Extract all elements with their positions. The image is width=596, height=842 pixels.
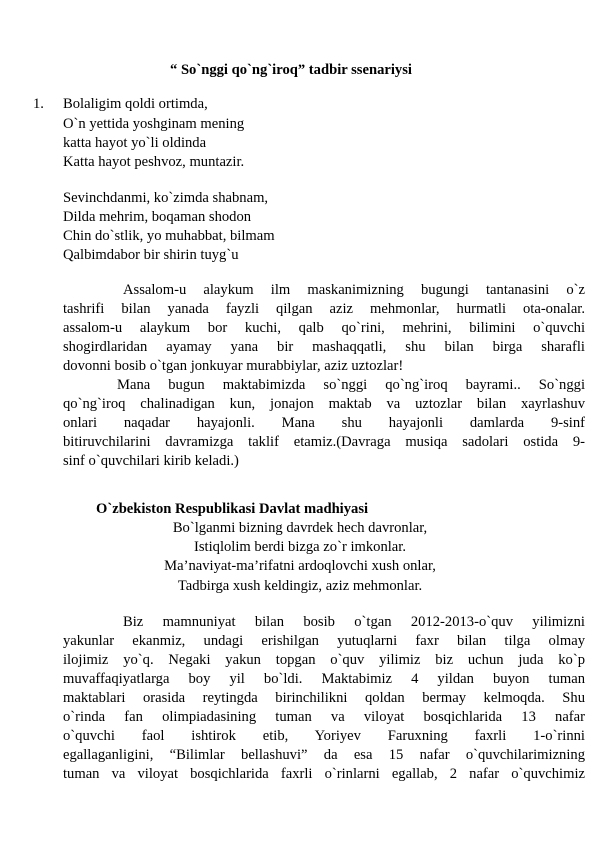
paragraph-line: assalom-u alaykum bor kuchi, qalb qo`rini, mehrini, bilimini o`quvchi bbox=[63, 320, 585, 336]
list-marker: 1. bbox=[33, 96, 44, 112]
paragraph-line: Biz mamnuniyat bilan bosib o`tgan 2012-2013-o`quv yilimizni bbox=[123, 614, 585, 630]
document-title: “ So`nggi qo`ng`iroq” tadbir ssenariysi bbox=[170, 62, 412, 78]
paragraph-line: muvaffaqiyatlarga boy yil bo`ldi. Maktabimiz 4 yildan buyon tuman bbox=[63, 671, 585, 687]
paragraph-line: onlari naqadar hayajonli. Mana shu hayajonli damlarda 9-sinf bbox=[63, 415, 585, 431]
paragraph-line: bitiruvchilarini davramizga taklif etamiz.(Davraga musiqa sadolari ostida 9- bbox=[63, 434, 585, 450]
paragraph-line: o`quvchi faol ishtirok etib, Yoriyev Faruxning faxrli 1-o`rinni bbox=[63, 728, 585, 744]
poem-line: katta hayot yo`li oldinda bbox=[63, 135, 207, 151]
paragraph-line: dovonni bosib o`tgan jonkuyar murabbiylar, aziz uztozlar! bbox=[63, 358, 404, 374]
paragraph-line: ilojimiz yo`q. Negaki yakun topgan o`quv yilimiz biz uchun juda ko`p bbox=[63, 652, 585, 668]
anthem-line-text: Ma’naviyat-ma’rifatni ardoqlovchi xush onlar, bbox=[164, 558, 436, 574]
paragraph-line: egallaganligini, “Bilimlar bellashuvi” da esa 15 nafar o`quvchilarimizning bbox=[63, 747, 585, 763]
paragraph-line: maktablari orasida reytingda birinchilikni qoldan bermay kelmoqda. Shu bbox=[63, 690, 585, 706]
poem-line: Chin do`stlik, yo muhabbat, bilmam bbox=[63, 228, 275, 244]
anthem-line bbox=[0, 538, 596, 556]
anthem-heading: O`zbekiston Respublikasi Davlat madhiyasi bbox=[96, 501, 369, 517]
poem-line: Dilda mehrim, boqaman shodon bbox=[63, 209, 252, 225]
paragraph-line: qo`ng`iroq chalinadigan kun, jonajon maktab va uztozlar bilan xayrlashuv bbox=[63, 396, 585, 412]
paragraph-line: tuman va viloyat bosqichlarida faxrli o`rinlarni egallab, 2 nafar o`quvchimiz bbox=[63, 766, 585, 782]
poem-line: Sevinchdanmi, ko`zimda shabnam, bbox=[63, 190, 269, 206]
paragraph-line: shogirdlaridan ayamay yana bir mashaqqatli, shu bilan birga sharafli bbox=[63, 339, 585, 355]
poem-line: Qalbimdabor bir shirin tuyg`u bbox=[63, 247, 239, 263]
poem-line: Bolaligim qoldi ortimda, bbox=[63, 96, 208, 112]
anthem-line-text: Bo`lganmi bizning davrdek hech davronlar, bbox=[172, 520, 428, 536]
anthem-line bbox=[0, 519, 596, 537]
anthem-line-text: Istiqlolim berdi bizga zo`r imkonlar. bbox=[194, 539, 406, 555]
paragraph-line: Assalom-u alaykum ilm maskanimizning bugungi tantanasini o`z bbox=[123, 282, 585, 298]
anthem-line-text: Tadbirga xush keldingiz, aziz mehmonlar. bbox=[177, 578, 423, 594]
paragraph-line: sinf o`quvchilari kirib keladi.) bbox=[63, 453, 239, 469]
paragraph-line: Mana bugun maktabimizda so`nggi qo`ng`iroq bayrami.. So`nggi bbox=[117, 377, 585, 393]
anthem-line bbox=[0, 557, 596, 575]
paragraph-line: yakunlar ekanmiz, undagi erishilgan yutuqlarni faxr bilan tilga olmay bbox=[63, 633, 585, 649]
poem-line: O`n yettida yoshginam mening bbox=[63, 116, 245, 132]
poem-line: Katta hayot peshvoz, muntazir. bbox=[63, 154, 245, 170]
anthem-line bbox=[0, 577, 596, 595]
paragraph-line: tashrifi bilan yanada fayzli qilgan aziz mehmonlar, hurmatli ota-onalar. bbox=[63, 301, 585, 317]
paragraph-line: o`rinda fan olimpiadasining tuman va viloyat bosqichlarida 13 nafar bbox=[63, 709, 585, 725]
